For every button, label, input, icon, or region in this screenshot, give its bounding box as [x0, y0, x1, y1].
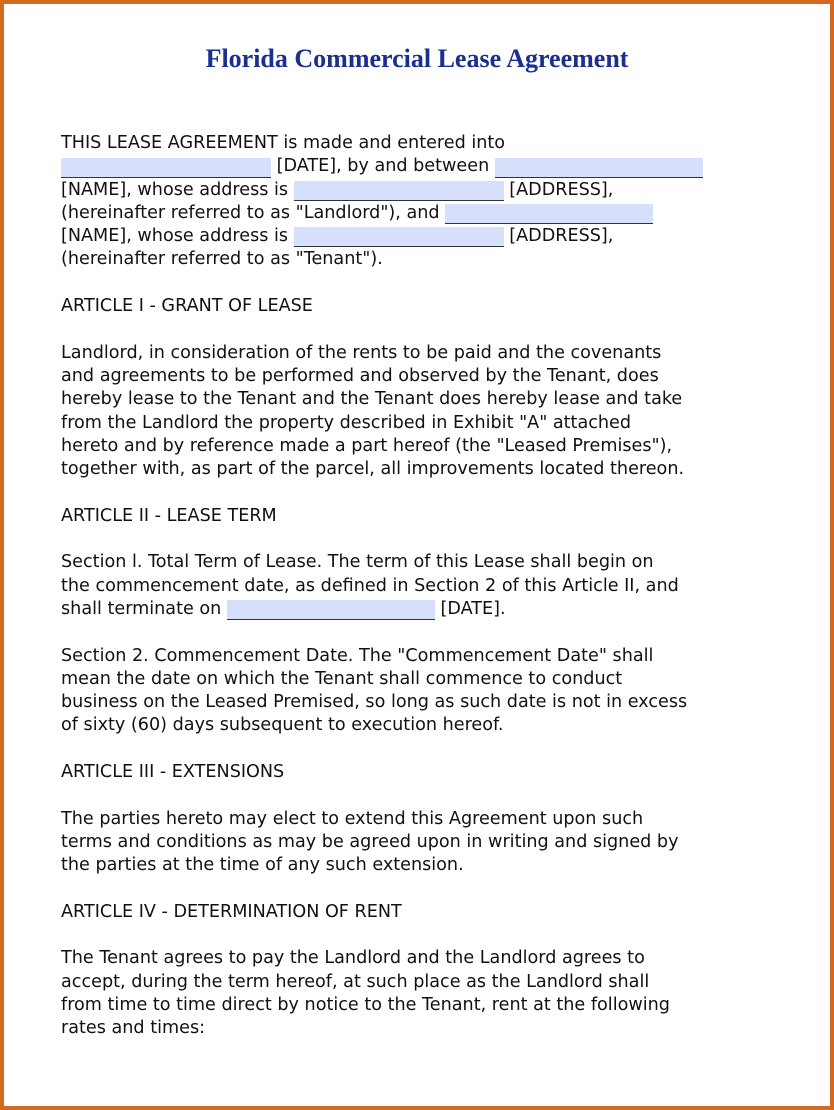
paragraph-line: The Tenant agrees to pay the Landlord and the Landlord agrees to — [61, 948, 645, 969]
paragraph-line: from the Landlord the property described in Exhibit "A" attached — [61, 412, 632, 433]
intro-text: [NAME], whose address is — [61, 226, 294, 247]
paragraph-line: Section 2. Commencement Date. The "Commencement Date" shall — [61, 645, 654, 666]
tenant-name-field[interactable] — [445, 204, 653, 224]
article-heading: ARTICLE III - EXTENSIONS — [61, 762, 285, 783]
paragraph-line: the parties at the time of any such extension. — [61, 855, 464, 876]
paragraph-line: The parties hereto may elect to extend this Agreement upon such — [61, 808, 644, 829]
paragraph-text: [DATE]. — [434, 598, 506, 619]
article-heading: ARTICLE I - GRANT OF LEASE — [61, 296, 313, 317]
landlord-address-field[interactable] — [294, 181, 504, 201]
landlord-name-field[interactable] — [495, 158, 703, 178]
paragraph-line: accept, during the term hereof, at such place as the Landlord shall — [61, 971, 650, 992]
intro-line — [61, 225, 791, 248]
paragraph-line: terms and conditions as may be agreed upon in writing and signed by — [61, 831, 679, 852]
date-field[interactable] — [61, 158, 271, 178]
paragraph-line — [61, 598, 791, 621]
document-body — [61, 132, 791, 1041]
paragraph-line: together with, as part of the parcel, all improvements located thereon. — [61, 459, 685, 480]
intro-line: THIS LEASE AGREEMENT is made and entered into — [61, 133, 506, 153]
intro-text: [ADDRESS], — [503, 226, 614, 247]
paragraph-line: Section l. Total Term of Lease. The term of this Lease shall begin on — [61, 552, 654, 573]
intro-line — [61, 155, 791, 178]
paragraph-text: shall terminate on — [61, 598, 227, 619]
intro-line — [61, 179, 791, 202]
article-heading: ARTICLE IV - DETERMINATION OF RENT — [61, 901, 402, 922]
intro-text: (hereinafter referred to as "Landlord"), and — [61, 202, 446, 223]
article-heading: ARTICLE II - LEASE TERM — [61, 505, 277, 526]
intro-line — [61, 202, 791, 225]
paragraph-line: of sixty (60) days subsequent to execution hereof. — [61, 715, 504, 736]
paragraph-line: the commencement date, as defined in Section 2 of this Article II, and — [61, 575, 679, 596]
paragraph-line: rates and times: — [61, 1018, 206, 1039]
intro-text: [DATE], by and between — [271, 156, 495, 177]
document-title: Florida Commercial Lease Agreement — [205, 44, 629, 73]
intro-line: (hereinafter referred to as "Tenant"). — [61, 249, 383, 270]
tenant-address-field[interactable] — [294, 227, 504, 247]
paragraph-line: mean the date on which the Tenant shall commence to conduct — [61, 668, 623, 689]
paragraph-line: Landlord, in consideration of the rents to be paid and the covenants — [61, 342, 662, 363]
document-page — [4, 4, 830, 1106]
intro-text: [NAME], whose address is — [61, 179, 294, 200]
paragraph-line: hereby lease to the Tenant and the Tenant does hereby lease and take — [61, 389, 683, 410]
paragraph-line: business on the Leased Premised, so long as such date is not in excess — [61, 692, 688, 713]
paragraph-line: and agreements to be performed and observed by the Tenant, does — [61, 365, 659, 386]
paragraph-line: hereto and by reference made a part hereof (the "Leased Premises"), — [61, 435, 673, 456]
paragraph-line: from time to time direct by notice to the Tenant, rent at the following — [61, 994, 670, 1015]
intro-text: [ADDRESS], — [503, 179, 614, 200]
termination-date-field[interactable] — [227, 600, 435, 620]
